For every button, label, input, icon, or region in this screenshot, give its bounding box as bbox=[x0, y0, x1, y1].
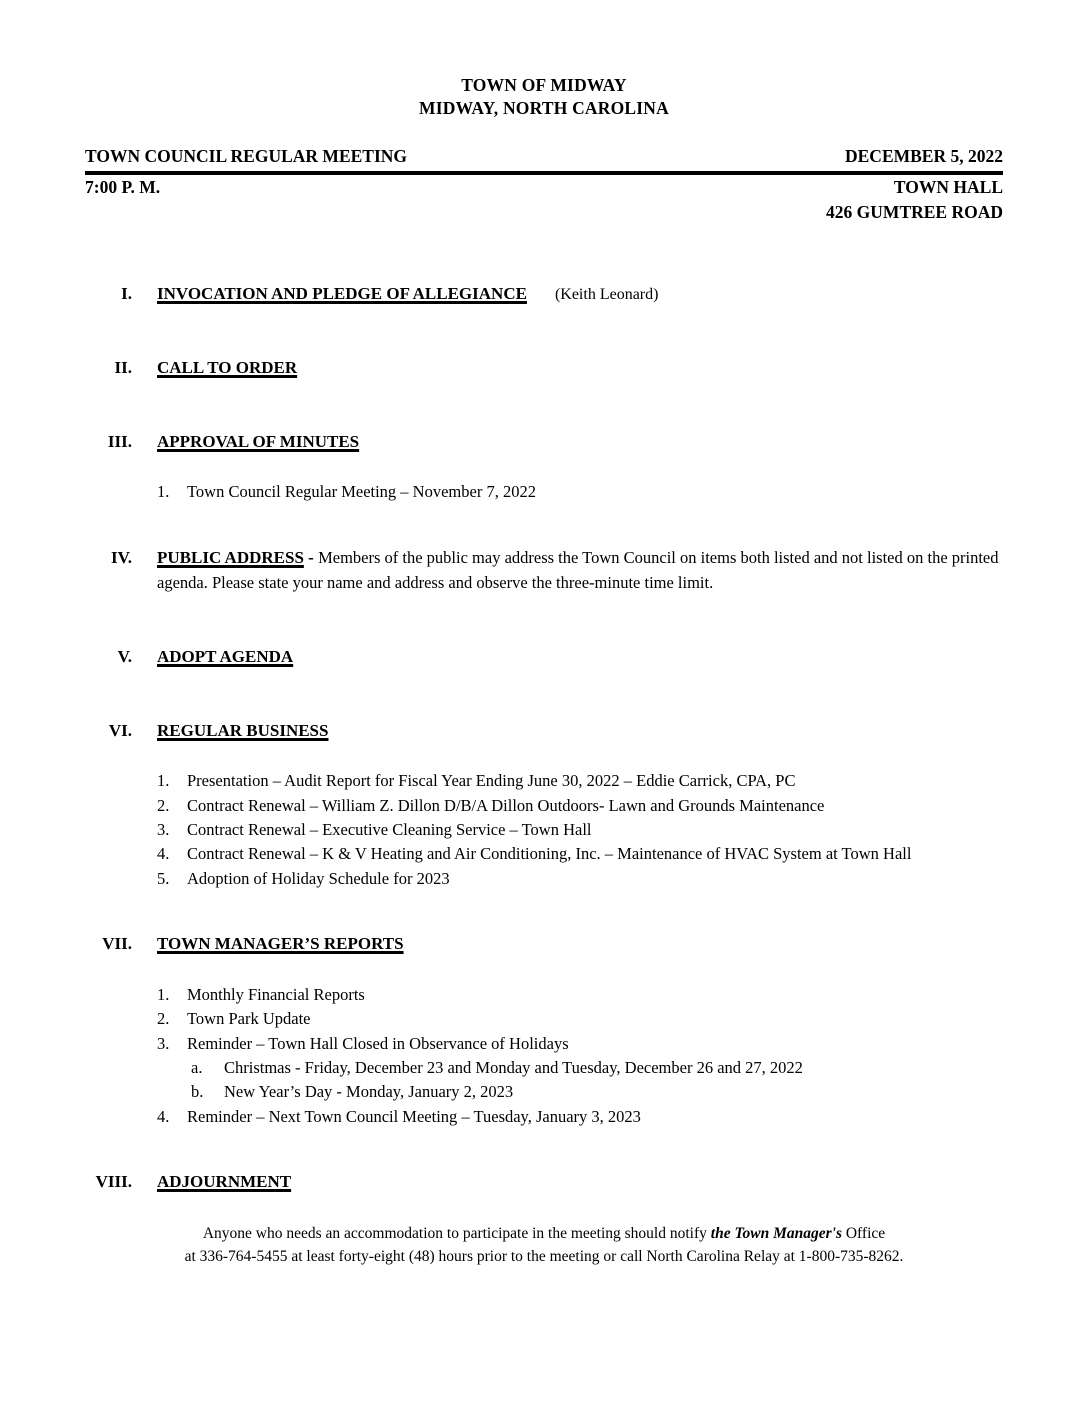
spacer bbox=[85, 505, 1003, 545]
accommodation-notice-line-2: at 336-764-5455 at least forty-eight (48) hours prior to the meeting or call North Carolina Relay at 1-800-735-8262. bbox=[184, 1248, 904, 1266]
notice-text-italic: the Town Manager's bbox=[710, 1225, 842, 1242]
agenda-section-public-address bbox=[85, 545, 1003, 597]
list-marker: 1. bbox=[157, 482, 170, 502]
meeting-time: 7:00 P. M. bbox=[85, 176, 161, 197]
list-item bbox=[157, 1007, 1003, 1031]
section-numeral: VI. bbox=[108, 720, 132, 740]
accommodation-notice bbox=[0, 1222, 1088, 1269]
list-marker: 2. bbox=[157, 1009, 170, 1029]
section-heading: INVOCATION AND PLEDGE OF ALLEGIANCE bbox=[157, 284, 527, 304]
minutes-item-list bbox=[157, 480, 1003, 504]
section-content bbox=[157, 1169, 1003, 1195]
list-item-text: Reminder – Next Town Council Meeting – Tuesday, January 3, 2023 bbox=[187, 1106, 641, 1126]
sub-list-item bbox=[157, 1056, 1003, 1080]
list-marker: 1. bbox=[157, 771, 170, 791]
list-marker: 5. bbox=[157, 868, 170, 888]
section-heading-dash: - bbox=[303, 547, 319, 567]
section-numeral: I. bbox=[121, 284, 132, 304]
section-numeral: IV. bbox=[111, 547, 132, 567]
section-heading: PUBLIC ADDRESS bbox=[157, 547, 304, 567]
agenda-section-town-managers-reports bbox=[85, 931, 1003, 1129]
section-numeral: VIII. bbox=[95, 1172, 132, 1192]
section-numeral: III. bbox=[107, 431, 132, 451]
section-heading: TOWN MANAGER’S REPORTS bbox=[157, 934, 404, 954]
meeting-location bbox=[826, 175, 1003, 226]
sub-list-marker: b. bbox=[191, 1082, 204, 1102]
agenda-body bbox=[85, 281, 1003, 1194]
section-heading: ADOPT AGENDA bbox=[157, 647, 294, 667]
list-item-text: Adoption of Holiday Schedule for 2023 bbox=[187, 868, 450, 888]
spacer bbox=[85, 891, 1003, 931]
agenda-section-call-to-order bbox=[85, 355, 1003, 381]
agenda-section-adjournment bbox=[85, 1169, 1003, 1195]
agenda-section-approval-of-minutes bbox=[85, 429, 1003, 505]
meeting-header-block bbox=[85, 144, 1003, 225]
list-item-text: Presentation – Audit Report for Fiscal Year Ending June 30, 2022 – Eddie Carrick, CPA, PC bbox=[187, 771, 796, 791]
agenda-section-adopt-agenda bbox=[85, 644, 1003, 670]
list-item bbox=[157, 818, 1003, 842]
list-item bbox=[157, 867, 1003, 891]
holiday-sub-list bbox=[157, 1056, 1003, 1105]
sub-list-marker: a. bbox=[191, 1057, 203, 1077]
section-content bbox=[157, 718, 1003, 892]
town-manager-item-list bbox=[157, 983, 1003, 1056]
list-marker: 1. bbox=[157, 984, 170, 1004]
list-item-text: Monthly Financial Reports bbox=[187, 984, 365, 1004]
section-numeral: VII. bbox=[102, 934, 132, 954]
list-item bbox=[157, 480, 1003, 504]
list-item bbox=[157, 842, 1003, 866]
agenda-section-invocation bbox=[85, 281, 1003, 307]
meeting-time-venue-row bbox=[85, 175, 1003, 226]
spacer bbox=[157, 957, 1003, 983]
section-content bbox=[157, 429, 1003, 505]
list-item-text: Town Park Update bbox=[187, 1009, 311, 1029]
sub-list-item-text: Christmas - Friday, December 23 and Monday and Tuesday, December 26 and 27, 2022 bbox=[224, 1057, 803, 1077]
list-item bbox=[157, 983, 1003, 1007]
agenda-section-regular-business bbox=[85, 718, 1003, 892]
list-marker: 2. bbox=[157, 795, 170, 815]
section-content bbox=[157, 355, 1003, 381]
spacer bbox=[85, 596, 1003, 644]
section-content bbox=[157, 545, 1003, 597]
section-content bbox=[157, 281, 1003, 307]
notice-text-part-1: Anyone who needs an accommodation to participate in the meeting should notify bbox=[202, 1225, 711, 1242]
list-item bbox=[157, 794, 1003, 818]
spacer bbox=[85, 1129, 1003, 1169]
list-item bbox=[157, 1032, 1003, 1056]
section-paragraph: Members of the public may address the Town Council on items both listed and not listed on the printed agenda. Please state your name and address and observe the three-minute time limit. bbox=[157, 547, 999, 593]
list-item-text: Town Council Regular Meeting – November 7, 2022 bbox=[187, 482, 536, 502]
section-numeral: V. bbox=[117, 647, 132, 667]
venue-address: 426 GUMTREE ROAD bbox=[826, 201, 1003, 222]
town-manager-item-list-continued bbox=[157, 1105, 1003, 1129]
notice-text-part-2: Office bbox=[841, 1225, 886, 1242]
meeting-title: TOWN COUNCIL REGULAR MEETING bbox=[85, 146, 408, 167]
spacer bbox=[85, 670, 1003, 718]
section-aside-speaker: (Keith Leonard) bbox=[554, 286, 659, 304]
list-item-text: Contract Renewal – William Z. Dillon D/B/A Dillon Outdoors- Lawn and Grounds Maintenance bbox=[187, 795, 825, 815]
section-numeral: II. bbox=[114, 358, 132, 378]
section-content bbox=[157, 931, 1003, 1129]
meeting-title-row bbox=[85, 144, 1003, 174]
meeting-date: DECEMBER 5, 2022 bbox=[845, 146, 1003, 167]
spacer bbox=[157, 454, 1003, 480]
accommodation-notice-line-1 bbox=[0, 1222, 1088, 1245]
list-item-text: Contract Renewal – Executive Cleaning Service – Town Hall bbox=[187, 820, 592, 840]
list-item bbox=[157, 1105, 1003, 1129]
spacer bbox=[85, 381, 1003, 429]
section-heading: CALL TO ORDER bbox=[157, 358, 298, 378]
sub-list-item-text: New Year’s Day - Monday, January 2, 2023 bbox=[224, 1082, 514, 1102]
masthead bbox=[0, 0, 1088, 120]
list-item-text: Reminder – Town Hall Closed in Observance of Holidays bbox=[187, 1033, 569, 1053]
regular-business-item-list bbox=[157, 769, 1003, 891]
list-item bbox=[157, 769, 1003, 793]
town-state: MIDWAY, NORTH CAROLINA bbox=[419, 98, 669, 119]
venue-name: TOWN HALL bbox=[893, 176, 1003, 197]
spacer bbox=[157, 743, 1003, 769]
list-marker: 4. bbox=[157, 1106, 170, 1126]
sub-list-item bbox=[157, 1080, 1003, 1104]
section-heading: APPROVAL OF MINUTES bbox=[157, 431, 360, 451]
section-content bbox=[157, 644, 1003, 670]
list-marker: 3. bbox=[157, 1033, 170, 1053]
list-marker: 4. bbox=[157, 844, 170, 864]
list-marker: 3. bbox=[157, 820, 170, 840]
list-item-text: Contract Renewal – K & V Heating and Air Conditioning, Inc. – Maintenance of HVAC System at Town Hall bbox=[187, 844, 912, 864]
section-heading: REGULAR BUSINESS bbox=[157, 720, 329, 740]
town-name: TOWN OF MIDWAY bbox=[461, 75, 627, 95]
section-heading: ADJOURNMENT bbox=[157, 1172, 292, 1192]
spacer bbox=[85, 307, 1003, 355]
